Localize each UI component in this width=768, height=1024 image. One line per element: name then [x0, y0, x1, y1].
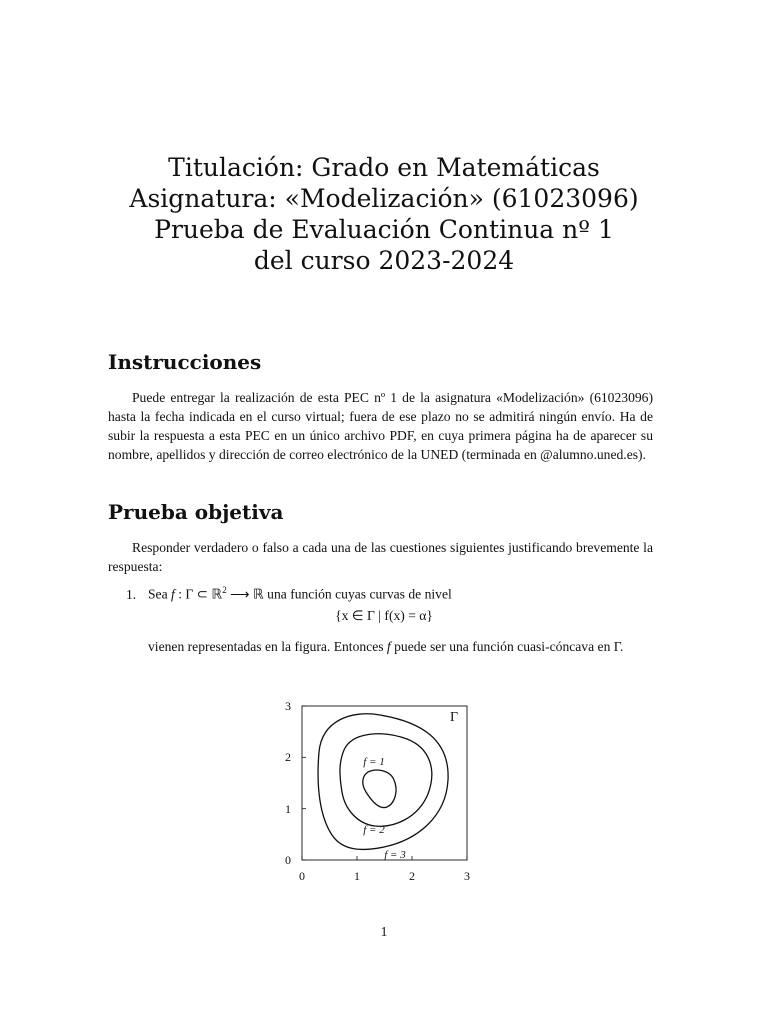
math-f: f — [171, 586, 175, 602]
math-arrow: ⟶ ℝ — [226, 586, 264, 602]
page-number: 1 — [380, 924, 388, 939]
level-curves-plot — [272, 692, 482, 892]
question-1-continuation — [148, 637, 653, 656]
plot-frame — [302, 706, 467, 860]
question-number: 1. — [126, 586, 137, 602]
level-label-3: f = 3 — [384, 849, 406, 861]
title-line-course: del curso 2023-2024 — [253, 246, 515, 275]
continuation-text-1: vienen representadas en la figura. Entonces — [148, 639, 387, 654]
question-rest: una función cuyas curvas de nivel — [263, 586, 452, 602]
x-tick-label-3: 3 — [464, 869, 470, 883]
title-line-test: Prueba de Evaluación Continua nº 1 — [154, 215, 614, 244]
title-line-subject: Asignatura: «Modelización» (61023096) — [129, 184, 639, 213]
level-label-1: f = 1 — [363, 756, 385, 768]
level-set-formula: {x ∈ Γ | f(x) = α} — [335, 608, 433, 623]
objective-heading: Prueba objetiva — [108, 500, 284, 524]
x-tick-label-1: 1 — [354, 869, 360, 883]
continuation-f: f — [386, 639, 391, 654]
y-tick-label-3: 3 — [285, 699, 291, 713]
region-label-gamma: Γ — [449, 710, 459, 725]
instructions-paragraph: Puede entregar la realización de esta PEC nº 1 de la asignatura «Modelización» (61023096) hasta la fecha indicada en el curso virtual; fuera de ese plazo no se admitirá ningún envío. Ha de subir la respuesta a esta PEC en un único archivo PDF, en cuya primera página ha de aparecer su nombre, apellidos y dirección de correo electrónico de la UNED (terminada en @alumno.uned.es). — [108, 390, 653, 462]
y-tick-label-0: 0 — [285, 853, 291, 867]
y-tick-label-1: 1 — [285, 802, 291, 816]
y-tick-label-2: 2 — [285, 750, 291, 764]
x-tick-label-0: 0 — [299, 869, 305, 883]
level-curves-figure — [272, 692, 482, 896]
continuation-text-2: puede ser una función cuasi-cóncava en Γ. — [390, 639, 624, 654]
x-tick-label-2: 2 — [409, 869, 415, 883]
question-1 — [126, 581, 452, 604]
document-title — [0, 152, 768, 276]
instructions-heading: Instrucciones — [108, 350, 262, 374]
tick-marks — [302, 706, 467, 860]
level-curve-1 — [363, 770, 396, 807]
math-superscript: 2 — [222, 585, 227, 595]
level-label-2: f = 2 — [363, 824, 385, 836]
objective-intro: Responder verdadero o falso a cada una de las cuestiones siguientes justificando brevemente la respuesta: — [108, 540, 653, 574]
math-domain: : Γ ⊂ ℝ — [174, 586, 223, 602]
question-lead: Sea — [148, 586, 172, 602]
title-line-degree: Titulación: Grado en Matemáticas — [168, 153, 600, 182]
level-curve-2 — [340, 734, 432, 826]
